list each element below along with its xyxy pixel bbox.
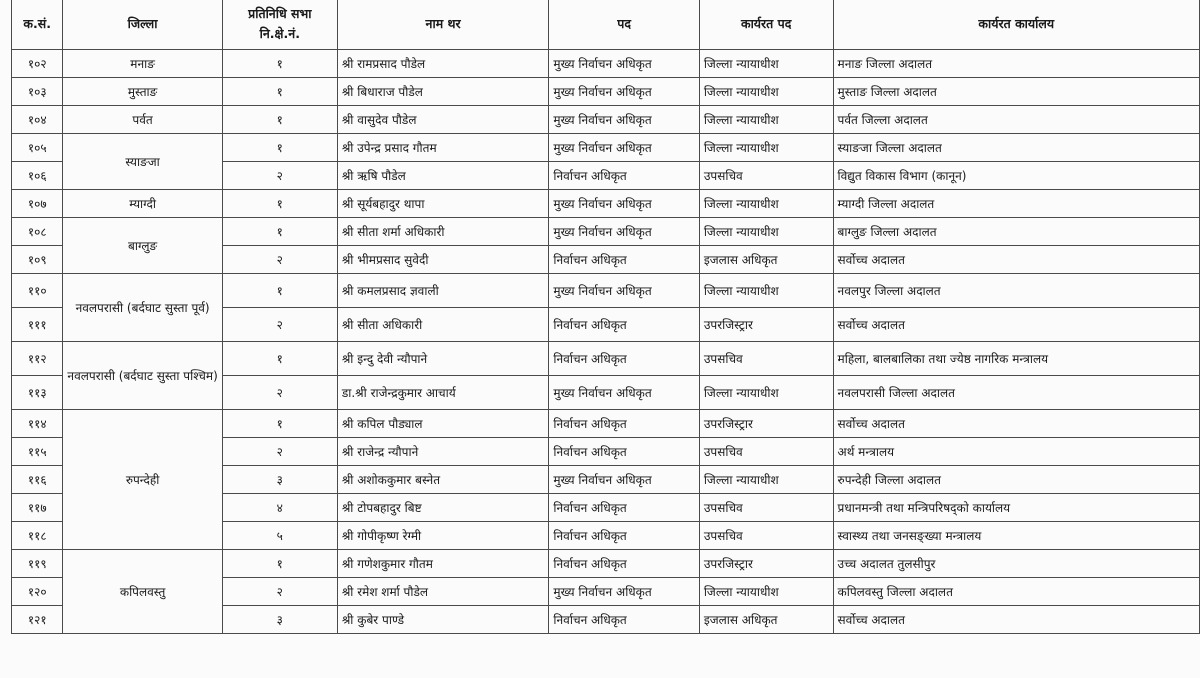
- cell-current-office: सर्वोच्च अदालत: [833, 308, 1199, 342]
- table-header-row: [12, 0, 1200, 50]
- cell-name: श्री गणेशकुमार गौतम: [337, 550, 549, 578]
- header-constituency: [222, 0, 337, 50]
- cell-serial: १२०: [12, 578, 63, 606]
- cell-post: मुख्य निर्वाचन अधिकृत: [549, 466, 699, 494]
- cell-constituency: २: [222, 578, 337, 606]
- header-name: नाम थर: [337, 0, 549, 50]
- cell-name: श्री रमेश शर्मा पौडेल: [337, 578, 549, 606]
- cell-constituency: २: [222, 308, 337, 342]
- cell-constituency: १: [222, 78, 337, 106]
- cell-constituency: १: [222, 134, 337, 162]
- cell-post: मुख्य निर्वाचन अधिकृत: [549, 274, 699, 308]
- header-current-post: कार्यरत पद: [699, 0, 833, 50]
- cell-constituency: १: [222, 410, 337, 438]
- cell-current-post: उपरजिस्ट्रार: [699, 550, 833, 578]
- cell-district: रुपन्देही: [63, 410, 222, 550]
- table-row: [12, 190, 1200, 218]
- header-district: जिल्ला: [63, 0, 222, 50]
- cell-serial: ११७: [12, 494, 63, 522]
- cell-serial: ११८: [12, 522, 63, 550]
- cell-district: कपिलवस्तु: [63, 550, 222, 634]
- cell-name: डा.श्री राजेन्द्रकुमार आचार्य: [337, 376, 549, 410]
- cell-serial: १०२: [12, 50, 63, 78]
- cell-name: श्री इन्दु देवी न्यौपाने: [337, 342, 549, 376]
- table-row: [12, 274, 1200, 308]
- cell-constituency: १: [222, 106, 337, 134]
- cell-constituency: १: [222, 218, 337, 246]
- cell-current-office: प्रधानमन्त्री तथा मन्त्रिपरिषद्को कार्यालय: [833, 494, 1199, 522]
- cell-post: निर्वाचन अधिकृत: [549, 410, 699, 438]
- cell-name: श्री बिधाराज पौडेल: [337, 78, 549, 106]
- cell-serial: १११: [12, 308, 63, 342]
- cell-constituency: १: [222, 342, 337, 376]
- cell-serial: १२१: [12, 606, 63, 634]
- header-post: पद: [549, 0, 699, 50]
- cell-serial: १०९: [12, 246, 63, 274]
- cell-current-office: सर्वोच्च अदालत: [833, 410, 1199, 438]
- cell-current-office: मुस्ताङ जिल्ला अदालत: [833, 78, 1199, 106]
- cell-current-post: जिल्ला न्यायाधीश: [699, 106, 833, 134]
- cell-current-office: पर्वत जिल्ला अदालत: [833, 106, 1199, 134]
- cell-current-post: उपसचिव: [699, 522, 833, 550]
- cell-name: श्री रामप्रसाद पौडेल: [337, 50, 549, 78]
- cell-current-office: मनाङ जिल्ला अदालत: [833, 50, 1199, 78]
- cell-post: निर्वाचन अधिकृत: [549, 522, 699, 550]
- cell-district: मुस्ताङ: [63, 78, 222, 106]
- cell-post: निर्वाचन अधिकृत: [549, 550, 699, 578]
- cell-serial: ११६: [12, 466, 63, 494]
- cell-current-post: उपसचिव: [699, 162, 833, 190]
- cell-current-post: इजलास अधिकृत: [699, 606, 833, 634]
- cell-serial: ११४: [12, 410, 63, 438]
- cell-current-post: जिल्ला न्यायाधीश: [699, 190, 833, 218]
- cell-current-post: उपरजिस्ट्रार: [699, 308, 833, 342]
- cell-constituency: १: [222, 274, 337, 308]
- cell-serial: १०४: [12, 106, 63, 134]
- cell-current-office: विद्युत विकास विभाग (कानून): [833, 162, 1199, 190]
- header-serial: क.सं.: [12, 0, 63, 50]
- cell-name: श्री अशोककुमार बस्नेत: [337, 466, 549, 494]
- cell-current-post: जिल्ला न्यायाधीश: [699, 134, 833, 162]
- cell-constituency: १: [222, 190, 337, 218]
- cell-name: श्री वासुदेव पौडेल: [337, 106, 549, 134]
- cell-post: मुख्य निर्वाचन अधिकृत: [549, 190, 699, 218]
- cell-current-post: जिल्ला न्यायाधीश: [699, 78, 833, 106]
- cell-current-office: सर्वोच्च अदालत: [833, 246, 1199, 274]
- cell-name: श्री राजेन्द्र न्यौपाने: [337, 438, 549, 466]
- cell-district: बाग्लुङ: [63, 218, 222, 274]
- cell-serial: १०५: [12, 134, 63, 162]
- cell-post: मुख्य निर्वाचन अधिकृत: [549, 218, 699, 246]
- cell-constituency: २: [222, 162, 337, 190]
- cell-current-post: इजलास अधिकृत: [699, 246, 833, 274]
- cell-post: मुख्य निर्वाचन अधिकृत: [549, 106, 699, 134]
- cell-current-post: जिल्ला न्यायाधीश: [699, 466, 833, 494]
- cell-serial: १०७: [12, 190, 63, 218]
- cell-name: श्री गोपीकृष्ण रेग्मी: [337, 522, 549, 550]
- cell-current-office: उच्च अदालत तुलसीपुर: [833, 550, 1199, 578]
- cell-current-office: बाग्लुङ जिल्ला अदालत: [833, 218, 1199, 246]
- table-row: [12, 550, 1200, 578]
- cell-name: श्री कमलप्रसाद ज्ञवाली: [337, 274, 549, 308]
- cell-serial: १०६: [12, 162, 63, 190]
- cell-district: नवलपरासी (बर्दघाट सुस्ता पूर्व): [63, 274, 222, 342]
- cell-serial: ११३: [12, 376, 63, 410]
- cell-district: स्याङजा: [63, 134, 222, 190]
- cell-current-post: जिल्ला न्यायाधीश: [699, 218, 833, 246]
- cell-serial: १०८: [12, 218, 63, 246]
- cell-current-office: नवलपरासी जिल्ला अदालत: [833, 376, 1199, 410]
- cell-current-office: नवलपुर जिल्ला अदालत: [833, 274, 1199, 308]
- cell-post: निर्वाचन अधिकृत: [549, 606, 699, 634]
- cell-current-post: जिल्ला न्यायाधीश: [699, 274, 833, 308]
- cell-post: निर्वाचन अधिकृत: [549, 438, 699, 466]
- cell-constituency: २: [222, 438, 337, 466]
- cell-name: श्री कुबेर पाण्डे: [337, 606, 549, 634]
- header-constituency-line2: नि.क्षे.नं.: [259, 26, 300, 41]
- cell-current-post: जिल्ला न्यायाधीश: [699, 578, 833, 606]
- cell-name: श्री सीता अधिकारी: [337, 308, 549, 342]
- header-current-office: कार्यरत कार्यालय: [833, 0, 1199, 50]
- cell-current-office: महिला, बालबालिका तथा ज्येष्ठ नागरिक मन्त्रालय: [833, 342, 1199, 376]
- cell-constituency: १: [222, 550, 337, 578]
- cell-post: मुख्य निर्वाचन अधिकृत: [549, 376, 699, 410]
- cell-constituency: ३: [222, 466, 337, 494]
- table-row: [12, 218, 1200, 246]
- cell-current-post: उपसचिव: [699, 342, 833, 376]
- cell-serial: ११५: [12, 438, 63, 466]
- cell-post: निर्वाचन अधिकृत: [549, 494, 699, 522]
- cell-name: श्री कपिल पौड्याल: [337, 410, 549, 438]
- cell-post: निर्वाचन अधिकृत: [549, 308, 699, 342]
- cell-post: मुख्य निर्वाचन अधिकृत: [549, 134, 699, 162]
- cell-name: श्री सीता शर्मा अधिकारी: [337, 218, 549, 246]
- cell-current-post: जिल्ला न्यायाधीश: [699, 376, 833, 410]
- cell-name: श्री सूर्यबहादुर थापा: [337, 190, 549, 218]
- cell-constituency: २: [222, 376, 337, 410]
- cell-current-post: उपसचिव: [699, 494, 833, 522]
- cell-current-office: रुपन्देही जिल्ला अदालत: [833, 466, 1199, 494]
- cell-post: मुख्य निर्वाचन अधिकृत: [549, 50, 699, 78]
- cell-current-office: स्याङजा जिल्ला अदालत: [833, 134, 1199, 162]
- cell-current-office: सर्वोच्च अदालत: [833, 606, 1199, 634]
- cell-post: मुख्य निर्वाचन अधिकृत: [549, 578, 699, 606]
- cell-current-office: म्याग्दी जिल्ला अदालत: [833, 190, 1199, 218]
- table-row: [12, 342, 1200, 376]
- table-row: [12, 106, 1200, 134]
- cell-current-office: कपिलवस्तु जिल्ला अदालत: [833, 578, 1199, 606]
- cell-name: श्री भीमप्रसाद सुवेदी: [337, 246, 549, 274]
- cell-constituency: २: [222, 246, 337, 274]
- table-row: [12, 78, 1200, 106]
- officers-table: [11, 0, 1200, 634]
- cell-current-office: अर्थ मन्त्रालय: [833, 438, 1199, 466]
- cell-current-post: उपसचिव: [699, 438, 833, 466]
- cell-current-post: उपरजिस्ट्रार: [699, 410, 833, 438]
- table-row: [12, 50, 1200, 78]
- cell-serial: ११०: [12, 274, 63, 308]
- cell-serial: १०३: [12, 78, 63, 106]
- table-row: [12, 410, 1200, 438]
- cell-post: निर्वाचन अधिकृत: [549, 342, 699, 376]
- cell-constituency: १: [222, 50, 337, 78]
- cell-name: श्री टोपबहादुर बिष्ट: [337, 494, 549, 522]
- cell-name: श्री उपेन्द्र प्रसाद गौतम: [337, 134, 549, 162]
- cell-serial: ११२: [12, 342, 63, 376]
- cell-post: मुख्य निर्वाचन अधिकृत: [549, 78, 699, 106]
- table-row: [12, 134, 1200, 162]
- cell-district: पर्वत: [63, 106, 222, 134]
- cell-constituency: ५: [222, 522, 337, 550]
- cell-constituency: ४: [222, 494, 337, 522]
- cell-district: नवलपरासी (बर्दघाट सुस्ता पश्चिम): [63, 342, 222, 410]
- cell-post: निर्वाचन अधिकृत: [549, 246, 699, 274]
- cell-name: श्री ऋषि पौडेल: [337, 162, 549, 190]
- cell-current-office: स्वास्थ्य तथा जनसङ्ख्या मन्त्रालय: [833, 522, 1199, 550]
- cell-current-post: जिल्ला न्यायाधीश: [699, 50, 833, 78]
- cell-post: निर्वाचन अधिकृत: [549, 162, 699, 190]
- cell-district: म्याग्दी: [63, 190, 222, 218]
- cell-constituency: ३: [222, 606, 337, 634]
- cell-district: मनाङ: [63, 50, 222, 78]
- header-constituency-line1: प्रतिनिधि सभा: [248, 6, 312, 21]
- cell-serial: ११९: [12, 550, 63, 578]
